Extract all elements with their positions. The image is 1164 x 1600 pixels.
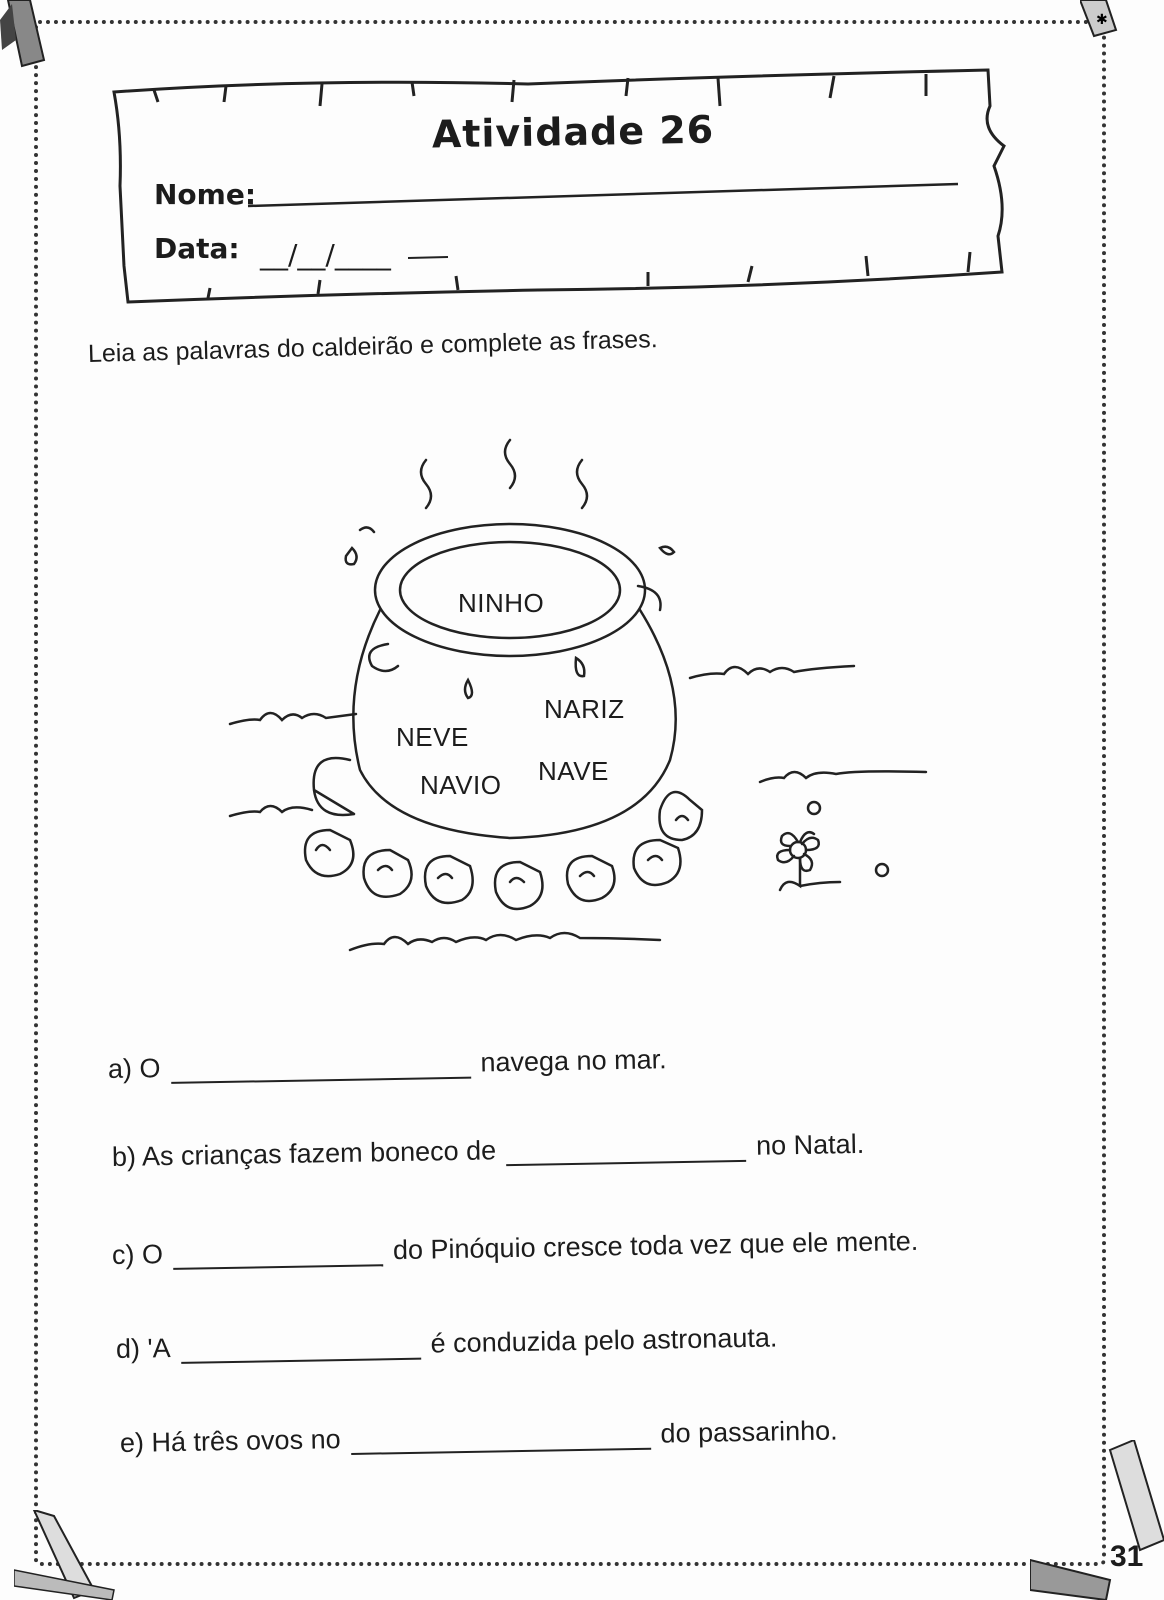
cauldron-illustration (220, 430, 940, 990)
svg-text:✱: ✱ (1096, 12, 1108, 28)
pencil-bottom-left-icon (14, 1510, 124, 1600)
sentence-e-after: do passarinho. (660, 1415, 838, 1449)
date-label: Data: (154, 232, 240, 265)
pencil-top-left-icon (0, 0, 50, 70)
sentence-a-before: a) O (107, 1053, 161, 1084)
page-number: 31 (1110, 1540, 1144, 1573)
pencil-bottom-right-icon (1030, 1440, 1164, 1600)
instruction-text: Leia as palavras do caldeirão e complete as frases. (87, 325, 658, 368)
sentence-b-blank[interactable] (506, 1134, 746, 1166)
sentence-c-blank[interactable] (173, 1238, 383, 1270)
sentence-a-blank[interactable] (170, 1051, 470, 1084)
sentence-d-after: é conduzida pelo astronauta. (430, 1322, 778, 1359)
name-label: Nome: (154, 178, 257, 211)
cauldron-word-nariz: NARIZ (544, 694, 625, 724)
sentence-e-blank[interactable] (350, 1422, 650, 1455)
sentence-b-before: b) As crianças fazem boneco de (111, 1135, 497, 1172)
header-board (108, 66, 1038, 316)
activity-title: Atividade 26 (431, 107, 715, 157)
sentence-b-after: no Natal. (755, 1128, 865, 1161)
sentence-d-blank[interactable] (180, 1332, 420, 1364)
sentence-d-before: d) 'A (115, 1333, 171, 1364)
date-blank[interactable]: __/__/____ (260, 238, 391, 271)
sentence-c-before: c) O (111, 1239, 164, 1270)
pencil-top-right-icon (1080, 0, 1120, 40)
cauldron-word-nave: NAVE (538, 756, 609, 786)
cauldron-word-ninho: NINHO (458, 588, 545, 618)
cauldron-word-navio: NAVIO (420, 770, 502, 800)
sentence-a-after: navega no mar. (480, 1044, 667, 1078)
sentence-e-before: e) Há três ovos no (119, 1424, 341, 1458)
cauldron-word-neve: NEVE (396, 722, 469, 752)
sentence-c-after: do Pinóquio cresce toda vez que ele mente. (392, 1225, 919, 1266)
